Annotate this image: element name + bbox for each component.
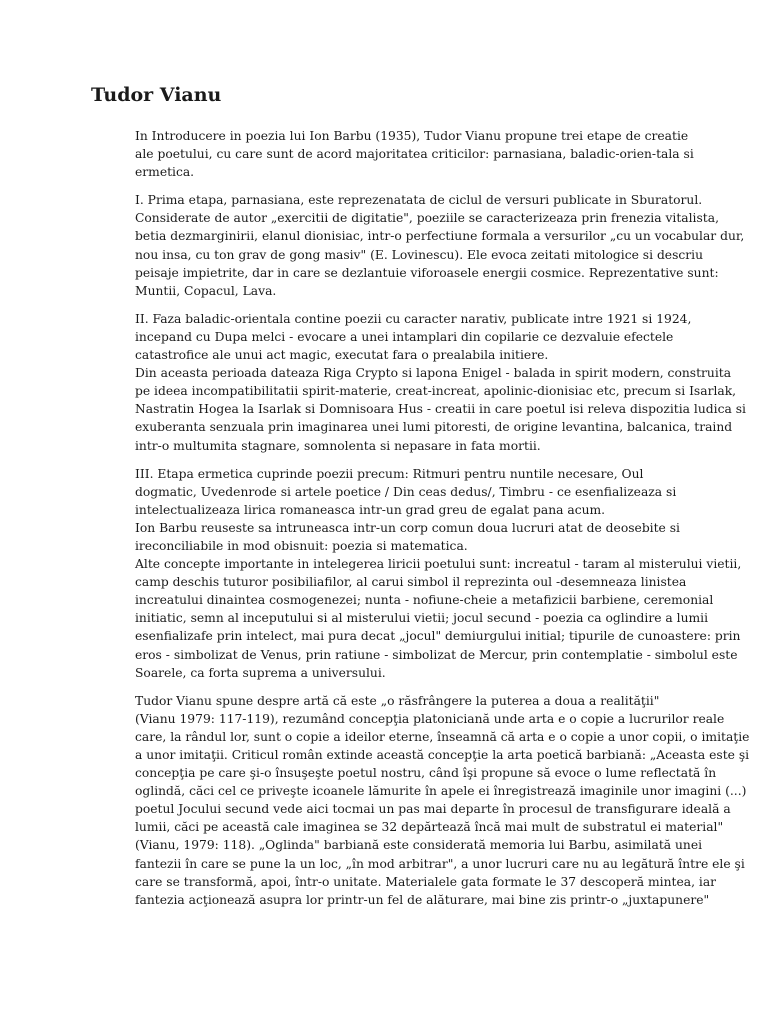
text-line: incepand cu Dupa melci - evocare a unei intamplari din copilarie ce dezvaluie efectele: [135, 329, 674, 344]
text-line: peisaje impietrite, dar in care se dezlantuie viforoasele energii cosmice. Reprezentative sunt:: [135, 265, 719, 280]
paragraph-intro: [91, 127, 698, 181]
text-line: Alte concepte importante in intelegerea liricii poetului sunt: increatul - taram al misterului vietii,: [135, 557, 742, 572]
text-line: poetul Jocului secund vede aici tocmai un pas mai departe în procesul de transfigurare ideală a: [135, 802, 731, 817]
text-line: Ion Barbu reuseste sa intruneasca intr-un corp comun doua lucruri atat de deosebite si: [135, 520, 680, 535]
text-line: betia dezmarginirii, elanul dionisiac, intr-o perfectiune formala a versurilor „cu un vocabular dur,: [135, 229, 745, 244]
text-line: nou insa, cu ton grav de gong masiv" (E. Lovinescu). Ele evoca zeitati mitologice si descriu: [135, 247, 704, 262]
document-title: Tudor Vianu: [91, 84, 222, 106]
paragraph-vianu-art: [91, 692, 750, 909]
text-line: Muntii, Copacul, Lava.: [135, 283, 277, 298]
text-line: care se transformă, apoi, într-o unitate. Materialele gata formate le 37 descoperă mintea, iar: [135, 874, 717, 889]
text-line: II. Faza baladic-orientala contine poezii cu caracter narativ, publicate intre 1921 si 1924,: [135, 311, 692, 326]
text-line: (Vianu, 1979: 118). „Oglinda" barbiană este considerată memoria lui Barbu, asimilată unei: [135, 838, 703, 853]
text-line: initiatic, semn al inceputului si al misterului vietii; jocul secund - poezia ca oglindire a lumii: [135, 611, 709, 626]
text-line: catastrofice ale unui act magic, executat fara o prealabila initiere.: [135, 348, 549, 363]
text-line: care, la rândul lor, sunt o copie a ideilor eterne, înseamnă că arta e o copie a unor copii, o imitaţie: [135, 729, 750, 744]
text-line: intr-o multumita stagnare, somnolenta si nepasare in fata mortii.: [135, 438, 541, 453]
paragraph-stage-one: [91, 191, 745, 300]
text-line: Soarele, ca forta suprema a universului.: [135, 665, 386, 680]
text-line: ireconciliabile in mod obisnuit: poezia si matematica.: [135, 538, 468, 553]
text-line: fantezia acţionează asupra lor printr-un fel de alăturare, mai bine zis printr-o „juxtapunere": [135, 892, 710, 907]
text-line: Considerate de autor „exercitii de digitatie", poeziile se caracterizeaza prin frenezia vitalista,: [135, 211, 719, 226]
text-line: Tudor Vianu spune despre artă că este „o răsfrângere la puterea a doua a realităţii": [135, 693, 660, 708]
text-line: Din aceasta perioada dateaza Riga Crypto si lapona Enigel - balada in spirit modern, construita: [135, 366, 732, 381]
text-line: lumii, căci pe această cale imaginea se 32 depărtează încă mai mult de substratul ei material": [135, 820, 724, 835]
text-line: intelectualizeaza lirica romaneasca intr-un grad greu de egalat pana acum.: [135, 502, 606, 517]
text-line: I. Prima etapa, parnasiana, este reprezenatata de ciclul de versuri publicate in Sburatorul.: [135, 193, 703, 208]
text-line: oglindă, căci cel ce priveşte icoanele lămurite în apele ei înregistrează imaginile unor imagini (...): [135, 784, 747, 799]
text-line: eros - simbolizat de Venus, prin ratiune - simbolizat de Mercur, prin contemplatie - simbolul este: [135, 647, 738, 662]
text-line: III. Etapa ermetica cuprinde poezii precum: Ritmuri pentru nuntile necesare, Oul: [135, 466, 644, 481]
text-line: (Vianu 1979: 117-119), rezumând concepţia platoniciană unde arta e o copie a lucrurilor reale: [135, 711, 725, 726]
text-line: increatului dinaintea cosmogenezei; nunta - nofiune-cheie a metafizicii barbiene, ceremonial: [135, 593, 714, 608]
text-line: exuberanta senzuala prin imaginarea unei lumi pitoresti, de origine levantina, balcanica, traind: [135, 420, 733, 435]
text-line: ermetica.: [135, 165, 195, 180]
text-line: camp deschis tuturor posibiliafilor, al carui simbol il reprezinta oul -desemneaza linistea: [135, 575, 687, 590]
text-line: ale poetului, cu care sunt de acord majoritatea criticilor: parnasiana, baladic-orien-tala si: [135, 147, 694, 162]
text-line: a unor imitaţii. Criticul român extinde această concepţie la arta poetică barbiană: „Aceasta este şi: [135, 748, 750, 762]
text-line: esenfializafe prin intelect, mai pura decat „jocul" demiurgului initial; tipurile de cunoastere: prin: [135, 629, 741, 644]
text-line: Nastratin Hogea la Isarlak si Domnisoara Hus - creatii in care poetul isi releva dispozitia ludica si: [135, 402, 746, 417]
text-line: dogmatic, Uvedenrode si artele poetice / Din ceas dedus/, Timbru - ce esenfializeaza si: [135, 484, 677, 499]
text-line: In Introducere in poezia lui Ion Barbu (1935), Tudor Vianu propune trei etape de creatie: [135, 129, 689, 143]
text-line: fantezii în care se pune la un loc, „în mod arbitrar", a unor lucruri care nu au legătură între ele şi: [135, 856, 745, 871]
text-line: concepţia pe care şi-o însuşeşte poetul nostru, când îşi propune să evoce o lume reflectată în: [135, 766, 717, 781]
paragraph-stage-three: [91, 465, 742, 682]
paragraph-stage-two: [91, 310, 746, 455]
text-line: pe ideea incompatibilitatii spirit-materie, creat-increat, apolinic-dionisiac etc, precum si Isarlak,: [135, 384, 737, 399]
